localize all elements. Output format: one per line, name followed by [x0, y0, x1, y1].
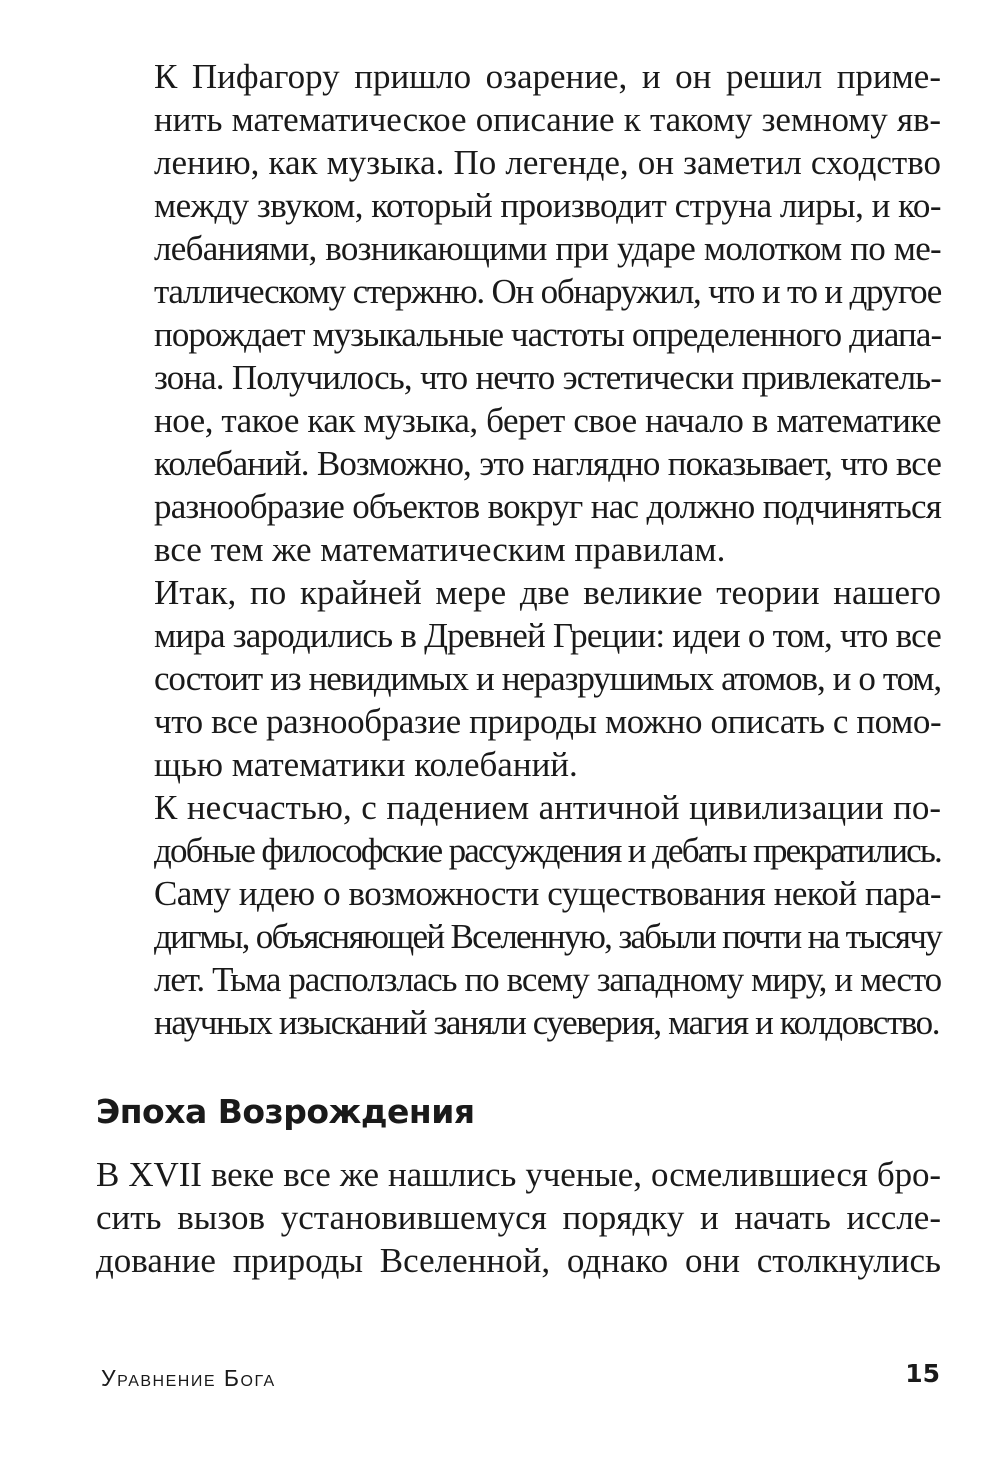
- section-body-text: [96, 1153, 941, 1282]
- text-line: состоит из невидимых и неразрушимых атомов, и о том,: [154, 659, 941, 698]
- text-line: К Пифагору пришло озарение, и он решил приме-: [154, 57, 941, 96]
- text-line: Саму идею о возможности существования некой пара-: [154, 874, 941, 913]
- text-line: В XVII веке все же нашлись ученые, осмелившиеся бро-: [96, 1155, 941, 1194]
- paragraph: [96, 55, 941, 571]
- text-line: Итак, по крайней мере две великие теории нашего: [154, 573, 941, 612]
- running-title: Уравнение Бога: [101, 1365, 276, 1391]
- paragraph: [96, 1153, 941, 1282]
- text-line: нить математическое описание к такому земному яв-: [154, 100, 941, 139]
- body-text: [96, 55, 941, 1044]
- text-line: таллическому стержню. Он обнаружил, что и то и другое: [154, 272, 941, 311]
- text-line: лет. Тьма расползлась по всему западному миру, и место: [154, 960, 941, 999]
- text-line: добные философские рассуждения и дебаты прекратились.: [154, 831, 941, 870]
- section-heading: Эпоха Возрождения: [96, 1092, 475, 1131]
- page-number: 15: [905, 1359, 940, 1388]
- text-line: колебаний. Возможно, это наглядно показывает, что все: [154, 444, 941, 483]
- text-line: лению, как музыка. По легенде, он заметил сходство: [154, 143, 941, 182]
- text-line: мира зародились в Древней Греции: идеи о том, что все: [154, 616, 941, 655]
- text-line: дигмы, объясняющей Вселенную, забыли почти на тысячу: [154, 917, 941, 956]
- text-line: сить вызов установившемуся порядку и начать иссле-: [96, 1198, 941, 1237]
- text-line: что все разнообразие природы можно описать с помо-: [154, 702, 942, 741]
- text-line: разнообразие объектов вокруг нас должно подчиняться: [154, 487, 941, 526]
- text-line: все тем же математическим правилам.: [154, 530, 726, 569]
- text-line: щью математики колебаний.: [154, 745, 578, 784]
- text-line: между звуком, который производит струна лиры, и ко-: [154, 186, 941, 225]
- text-line: дование природы Вселенной, однако они столкнулись: [96, 1241, 941, 1280]
- paragraph: [96, 786, 941, 1044]
- text-line: лебаниями, возникающими при ударе молотком по ме-: [154, 229, 941, 268]
- text-line: научных изысканий заняли суеверия, магия и колдовство.: [154, 1003, 940, 1042]
- text-line: зона. Получилось, что нечто эстетически привлекатель-: [154, 358, 941, 397]
- paragraph: [96, 571, 941, 786]
- text-line: К несчастью, с падением античной цивилизации по-: [154, 788, 941, 827]
- text-line: ное, такое как музыка, берет свое начало в математике: [154, 401, 941, 440]
- text-line: порождает музыкальные частоты определенного диапа-: [154, 315, 942, 354]
